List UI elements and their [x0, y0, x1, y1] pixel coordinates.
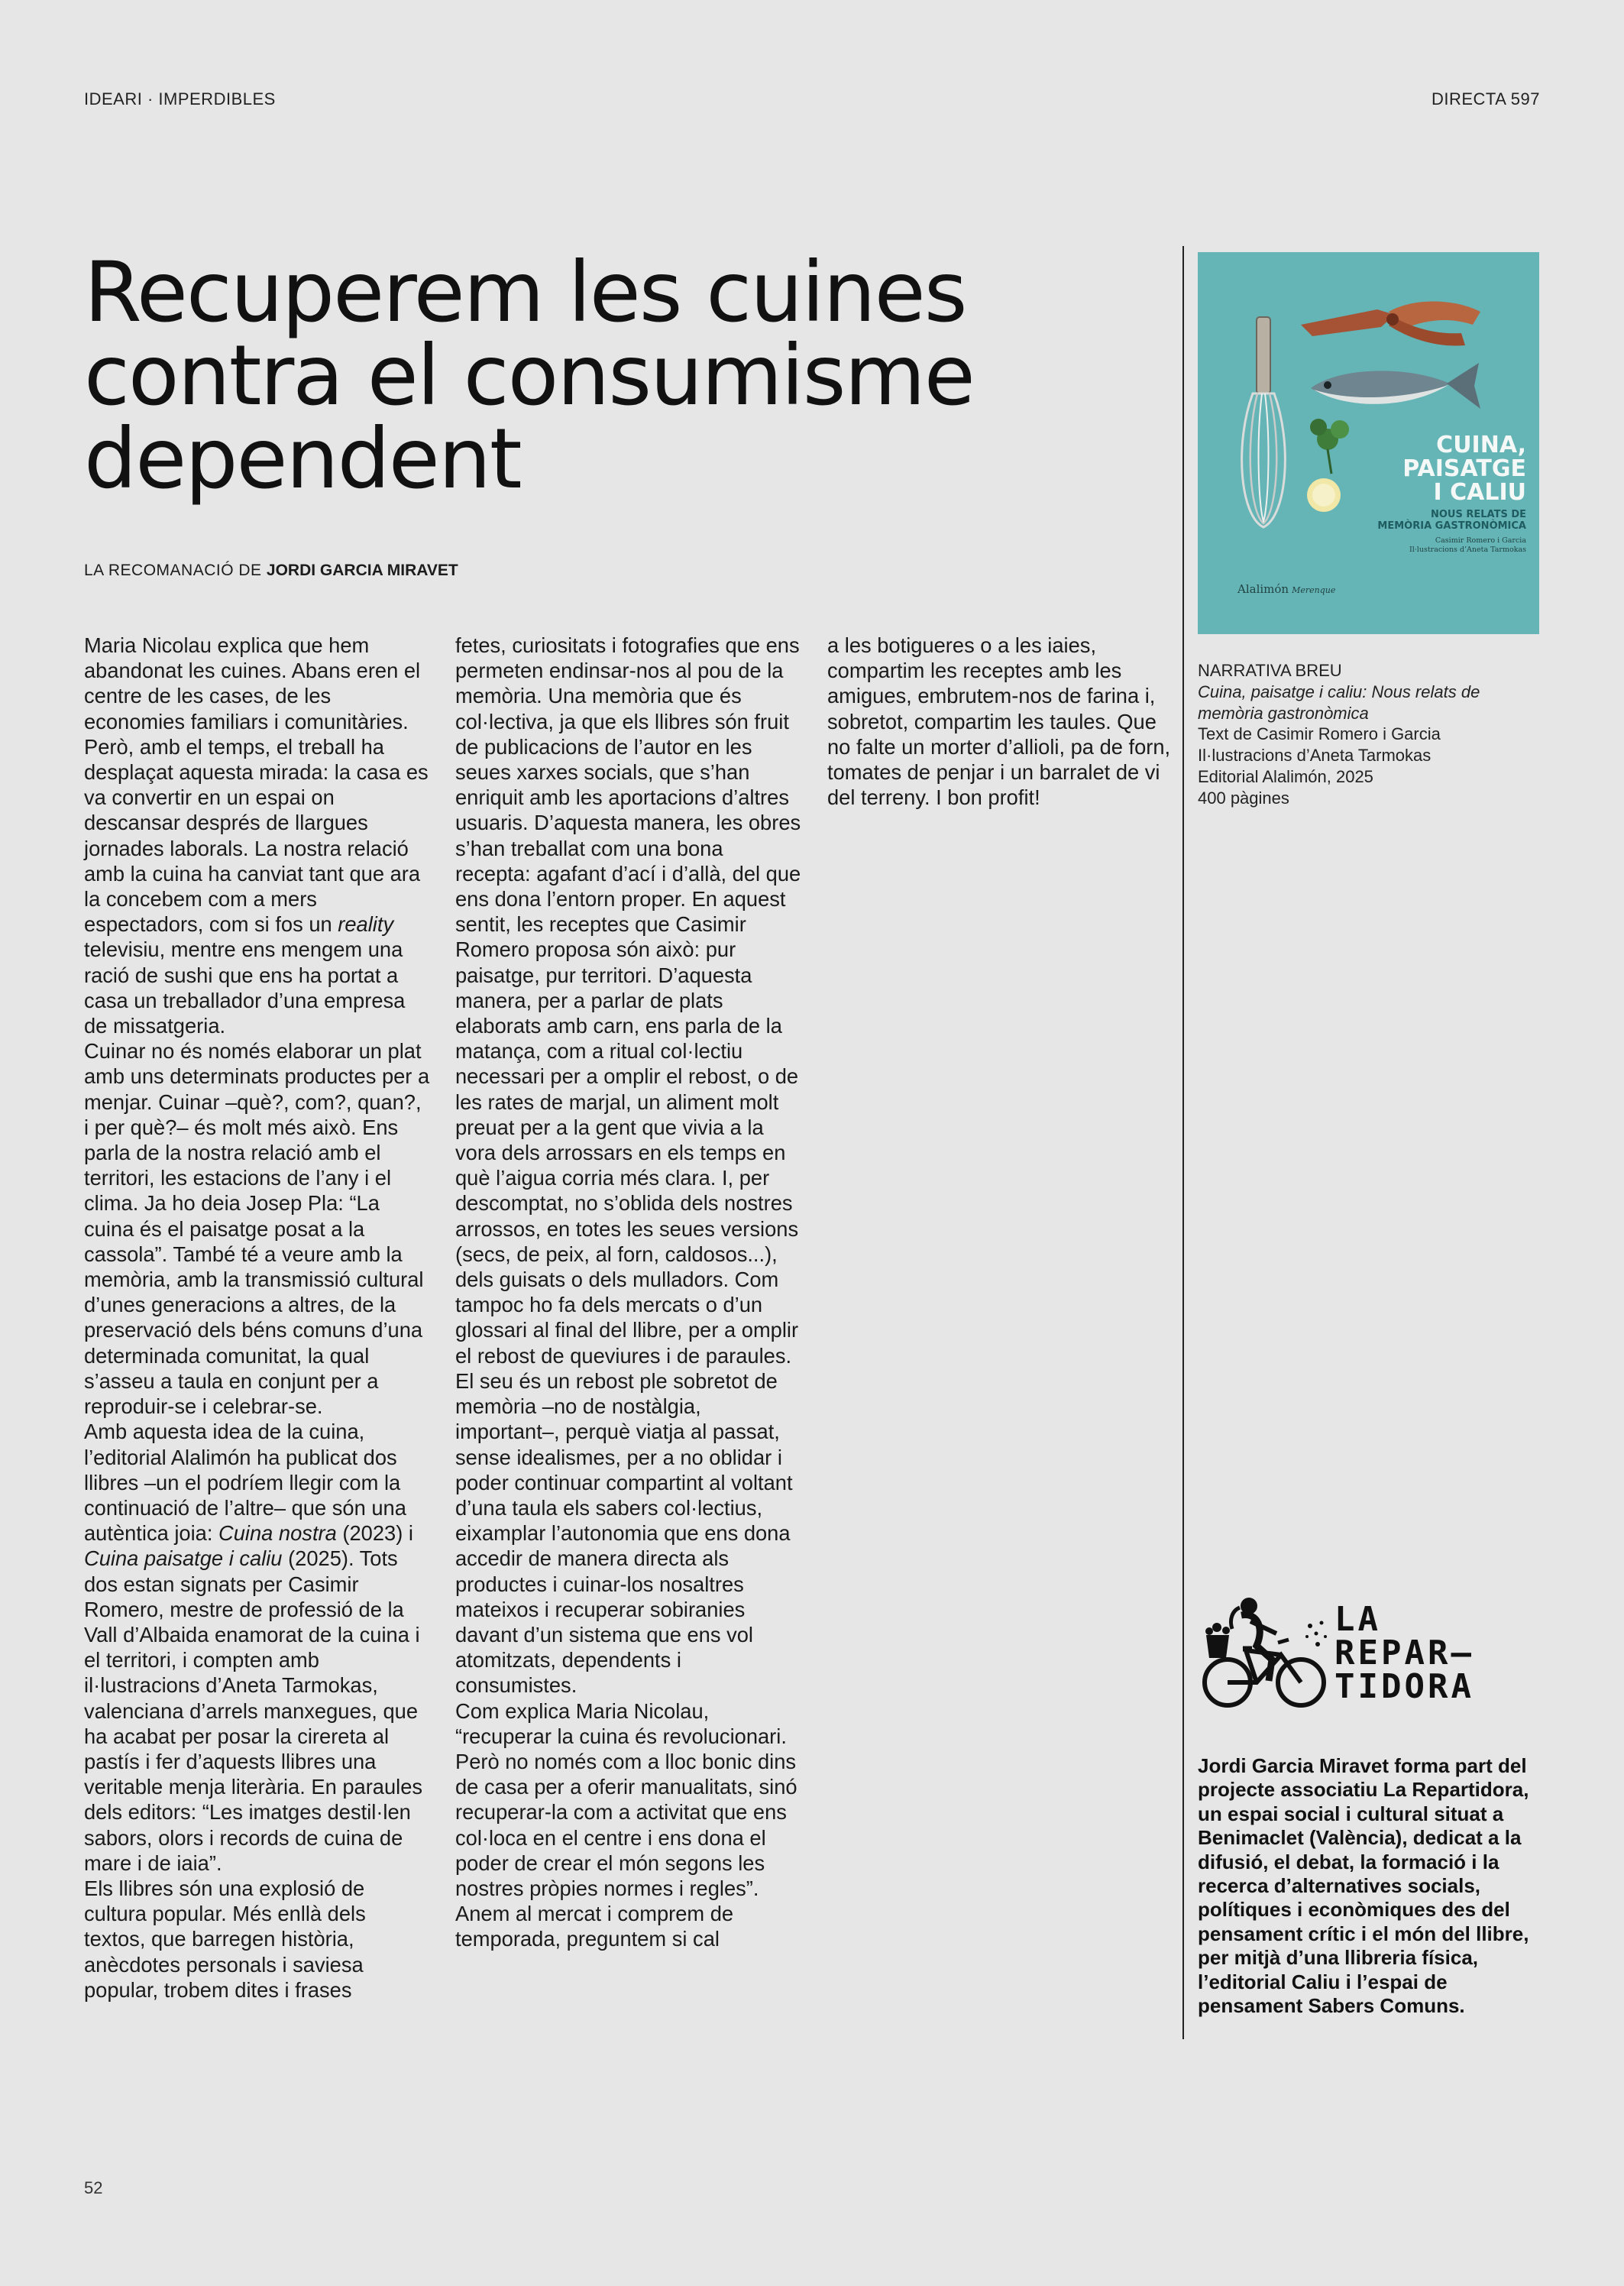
- author-bio: Jordi Garcia Miravet forma part del projecte associatiu La Repartidora, un espai social i cultural situat a Benimaclet (València), dedicat a la difusió, el debat, la formació i la recerca d’alternatives socials, polítiques i econòmiques des del pensament crític i el món del llibre, per mitjà d’una llibreria física, l’editorial Caliu i l’espai de pensament Sabers Comuns.: [1198, 1754, 1529, 2018]
- book-info: [1198, 660, 1542, 809]
- cover-credits: Casimir Romero i Garcia Il·lustracions d’Aneta Tarmokas: [1409, 536, 1526, 554]
- paragraph: Cuinar no és només elaborar un plat amb uns determinats productes per a menjar. Cuinar –què?, com?, quan?, i per què?– és molt més això. Ens parla de la nostra relació amb el territori, les estacions de l’any i el clima. Ja ho deia Josep Pla: “La cuina és el paisatge posat a la cassola”. També té a veure amb la memòria, amb la transmissió cultural d’unes generacions a altres, de la preservació dels béns comuns d’una determinada comunitat, la qual s’asseu a taula en conjunt per a reproduir-se i celebrar-se.: [84, 1039, 430, 1419]
- cover-publisher: [1237, 582, 1335, 596]
- collection-name: Merenque: [1292, 585, 1336, 595]
- whisk-icon: [1242, 317, 1286, 527]
- pruning-shears-icon: [1301, 301, 1480, 345]
- book-publisher: Editorial Alalimón, 2025: [1198, 766, 1373, 786]
- book-title: Cuina, paisatge i caliu: Nous relats de memòria gastronòmica: [1198, 682, 1480, 723]
- book-pages: 400 pàgines: [1198, 788, 1289, 808]
- la-repartidora-logo: [1195, 1589, 1547, 1719]
- paragraph: Maria Nicolau explica que hem abandonat les cuines. Abans eren el centre de les cases, de les economies familiars i comunitàries. Però, amb el temps, el treball ha desplaçat aquesta mirada: la casa es va convertir en un espai on descansar després de llargues jornades laborals. La nostra relació amb la cuina ha canviat tant que ara la concebem com a mers espectadors, com si fos un reality televisiu, mentre ens mengem una ració de sushi que ens ha portat a casa un treballador d’una empresa de missatgeria.: [84, 633, 429, 1038]
- logo-wordmark: [1334, 1600, 1474, 1706]
- book-cover: [1198, 252, 1539, 634]
- logo-line: REPAR–: [1334, 1634, 1474, 1672]
- book-category: NARRATIVA BREU: [1198, 661, 1342, 680]
- byline-prefix: LA RECOMANACIÓ DE: [84, 562, 262, 579]
- book-illustrator: Il·lustracions d’Aneta Tarmokas: [1198, 746, 1432, 766]
- cover-subtitle: NOUS RELATS DE MEMÒRIA GASTRONÒMICA: [1377, 509, 1526, 532]
- byline: [84, 562, 458, 580]
- article-column-3: [827, 633, 1175, 810]
- article-column-1: [84, 633, 432, 2003]
- paragraph: fetes, curiositats i fotografies que ens permeten endinsar-nos al pou de la memòria. Una memòria que és col·lectiva, ja que els llibres són fruit de publicacions de l’autor en les seues xarxes socials, que s’han enriquit amb les aportacions d’altres usuaris. D’aquesta manera, les obres s’han treballat com una bona recepta: agafant d’ací i d’allà, del que ens dona l’entorn proper. En aquest sentit, les receptes que Casimir Romero proposa són això: pur paisatge, pur territori. D’aquesta manera, per a parlar de plats elaborats amb carn, ens parla de la matança, com a ritual col·lectiu necessari per a omplir el rebost, o de les rates de marjal, un aliment molt preuat per a la gent que vivia a la vora dels arrossars en els temps en què l’aigua corria més clara. I, per descomptat, no s’oblida dels nostres arrossos, en totes les seues versions (secs, de peix, al forn, caldosos...), dels guisats o dels mulladors. Com tampoc ho fa dels mercats o d’un glossari al final del llibre, per a omplir el rebost de queviures i de paraules.: [455, 633, 801, 1368]
- fish-icon: [1311, 363, 1480, 409]
- logo-line: TIDORA: [1334, 1667, 1474, 1706]
- article-column-2: [455, 633, 803, 1952]
- byline-author: JORDI GARCIA MIRAVET: [266, 562, 458, 579]
- paragraph: a les botigueres o a les iaies, compartim les receptes amb les amigues, embrutem-nos de farina i, sobretot, compartim les taules. Que no falte un morter d’allioli, pa de forn, tomates de penjar i un barralet de vi del terreny. I bon profit!: [827, 633, 1171, 810]
- article-title: Recuperem les cuines contra el consumisme dependent: [84, 244, 974, 507]
- book-author: Text de Casimir Romero i Garcia: [1198, 724, 1441, 744]
- cyclist-icon: [1195, 1589, 1333, 1719]
- logo-line: LA: [1334, 1600, 1381, 1639]
- paragraph: Els llibres són una explosió de cultura popular. Més enllà dels textos, que barregen història, anècdotes personals i saviesa popular, trobem dites i frases: [84, 1876, 366, 2002]
- paragraph: Amb aquesta idea de la cuina, l’editorial Alalimón ha publicat dos llibres –un el podríem llegir com la continuació de l’altre– que són una autèntica joia: Cuina nostra (2023) i Cuina paisatge i caliu (2025). Tots dos estan signats per Casimir Romero, mestre de professió de la Vall d’Albaida enamorat de la cuina i el territori, i compten amb il·lustracions d’Aneta Tarmokas, valenciana d’arrels manxegues, que ha acabat per posar la cirereta al pastís i fer d’aquests llibres una veritable menja literària. En paraules dels editors: “Les imatges destil·len sabors, olors i records de cuina de mare i de iaia”.: [84, 1420, 423, 1875]
- page-number: 52: [84, 2178, 103, 2197]
- paragraph: Com explica Maria Nicolau, “recuperar la cuina és revolucionari. Però no només com a lloc bonic dins de casa per a oferir manualitats, sinó recuperar-la com a activitat que ens col·loca en el centre i ens dona el poder de crear el món segons les nostres pròpies normes i regles”. Anem al mercat i comprem de temporada, preguntem si cal: [455, 1698, 797, 1951]
- cover-title: CUINA, PAISATGE I CALIU: [1402, 432, 1526, 506]
- section-label: IDEARI · IMPERDIBLES: [84, 89, 276, 108]
- paragraph: El seu és un rebost ple sobretot de memòria –no de nostàlgia, important–, perquè viatja al passat, sense idealismes, per a no oblidar i poder continuar compartint al voltant d’una taula els sabers col·lectius, eixamplar l’autonomia que ens dona accedir de manera directa als productes i cuinar-los nosaltres mateixos i recuperar sobiranies davant d’un sistema que ens vol atomitzats, dependents i consumistes.: [455, 1368, 793, 1698]
- sidebar-divider: [1182, 246, 1184, 2039]
- issue-label: DIRECTA 597: [1431, 89, 1540, 108]
- publisher-name: Alalimón: [1237, 582, 1289, 596]
